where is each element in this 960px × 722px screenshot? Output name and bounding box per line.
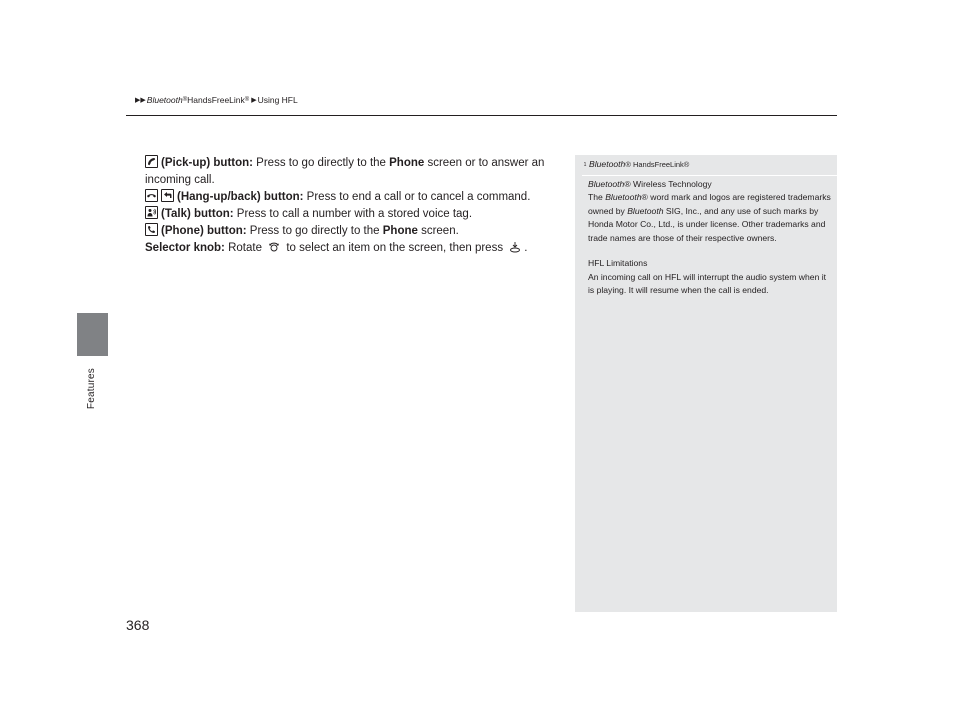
breadcrumb-item-using-hfl[interactable]: Using HFL — [257, 95, 298, 105]
wireless-technology-heading — [588, 178, 832, 192]
trademark-text: The — [588, 192, 606, 202]
rotate-knob-icon — [268, 241, 280, 253]
sidebar-title-bluetooth: Bluetooth — [589, 159, 626, 169]
pickup-button-description — [145, 155, 555, 189]
header-divider — [126, 115, 837, 116]
trademark-paragraph — [588, 191, 832, 245]
sidebar-divider — [582, 175, 837, 176]
hfl-limitations-text: An incoming call on HFL will interrupt the audio system when it is playing. It will resume when the call is ended. — [588, 271, 827, 295]
pickup-phone-icon — [145, 155, 158, 168]
breadcrumb-arrow-icon: ▶ — [251, 97, 257, 104]
selector-label: Selector knob: — [145, 242, 225, 254]
trademark-bluetooth-2: Bluetooth — [627, 205, 664, 216]
registered-mark: ® — [182, 97, 188, 103]
tech-rest: ® Wireless Technology — [624, 178, 712, 189]
tech-bluetooth: Bluetooth — [588, 178, 625, 189]
section-tab-marker — [77, 313, 108, 356]
breadcrumb-item-bluetooth[interactable]: Bluetooth — [146, 95, 183, 105]
phone-text: Press to go directly to the — [246, 225, 383, 237]
selector-text-2: to select an item on the screen, then press — [283, 242, 507, 254]
talk-label: (Talk) button: — [161, 208, 234, 220]
phone-screen-name: Phone — [382, 225, 418, 237]
hangup-button-description — [145, 189, 555, 206]
selector-text-end: . — [524, 242, 528, 254]
hangup-phone-icon — [145, 189, 158, 202]
breadcrumb-item-handsfreelink[interactable]: HandsFreeLink — [187, 95, 245, 105]
phone-button-description — [145, 223, 555, 240]
pickup-text-end: screen or to answer an incoming call. — [145, 157, 545, 186]
pickup-label: (Pick-up) button: — [161, 157, 253, 169]
paragraph-gap — [588, 245, 832, 257]
phone-text-end: screen. — [417, 225, 459, 237]
section-tab-label: Features — [86, 368, 97, 410]
trademark-text-3: SIG, Inc., and any use of such marks by Honda Motor Co., Ltd., is under license. Other trademarks and trade names are those of their respective owners. — [588, 205, 826, 243]
page-number: 368 — [126, 617, 150, 633]
hangup-text: Press to end a call or to cancel a command. — [303, 191, 531, 203]
reference-marker-icon: 1 — [583, 161, 587, 168]
notes-sidebar — [575, 155, 837, 612]
main-content — [145, 155, 555, 257]
selector-text: Rotate — [224, 242, 266, 254]
breadcrumb — [135, 95, 298, 105]
hangup-label: (Hang-up/back) button: — [177, 191, 304, 203]
phone-screen-name: Phone — [389, 157, 425, 169]
selector-knob-description — [145, 240, 555, 257]
phone-handset-icon — [145, 223, 158, 236]
press-knob-icon — [509, 241, 521, 253]
talk-text: Press to call a number with a stored voice tag. — [233, 208, 473, 220]
talk-voice-icon — [145, 206, 158, 219]
hfl-limitations-heading: HFL Limitations — [588, 258, 648, 268]
breadcrumb-arrow-icon: ▶▶ — [135, 97, 146, 104]
sidebar-title — [582, 158, 832, 173]
sidebar-title-rest: ® HandsFreeLink® — [625, 160, 690, 169]
talk-button-description — [145, 206, 555, 223]
back-arrow-icon — [161, 189, 174, 202]
pickup-text: Press to go directly to the — [252, 157, 390, 169]
phone-label: (Phone) button: — [161, 225, 247, 237]
trademark-text-2: ® word mark and logos are registered trademarks owned by — [588, 192, 831, 216]
registered-mark: ® — [244, 97, 250, 103]
trademark-bluetooth: Bluetooth — [605, 192, 642, 202]
